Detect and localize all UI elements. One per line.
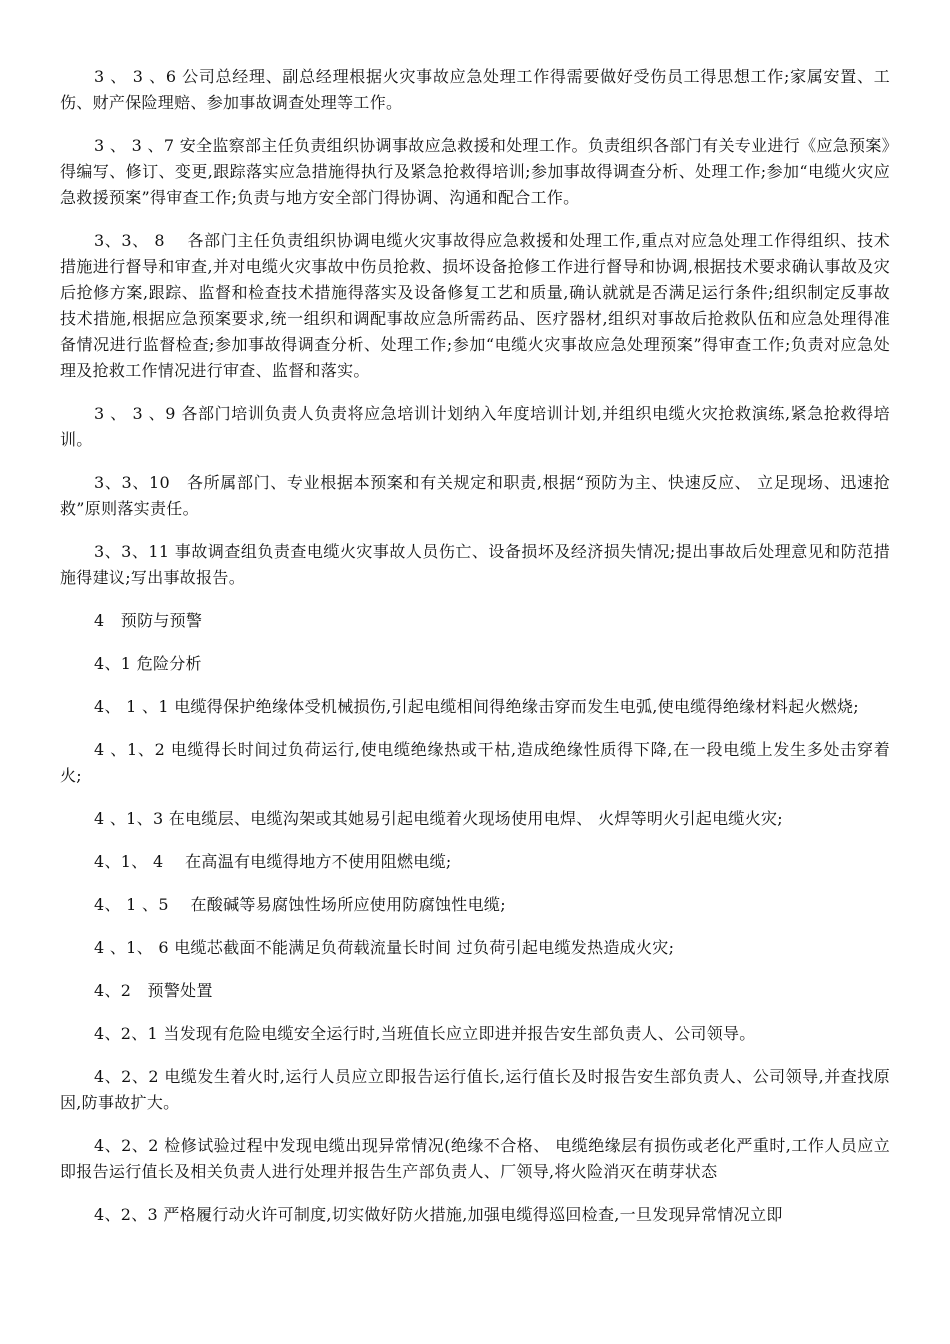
paragraph-3-3-10: 3、3、10 各所属部门、专业根据本预案和有关规定和职责,根据“预防为主、快速反应、 立足现场、迅速抢救”原则落实责任。	[60, 473, 890, 518]
paragraph-4-1-5: 4、 1 、5 在酸碱等易腐蚀性场所应使用防腐蚀性电缆;	[94, 895, 506, 914]
paragraph-4-1-1: 4、 1 、1 电缆得保护绝缘体受机械损伤,引起电缆相间得绝缘击穿而发生电弧,使电缆得绝缘材料起火燃烧;	[94, 697, 859, 716]
paragraph-3-3-8: 3、3、 8 各部门主任负责组织协调电缆火灾事故得应急救援和处理工作,重点对应急处理工作得组织、技术措施进行督导和审查,并对电缆火灾事故中伤员抢救、损坏设备抢修工作进行督导和协调,根据技术要求确认事故及灾后抢修方案,跟踪、监督和检查技术措施得落实及设备修复工艺和质量,确认就就是否满足运行条件;组织制定反事故技术措施,根据应急预案要求,统一组织和调配事故应急所需药品、医疗器材,组织对事故后抢救队伍和应急处理得准备情况进行监督检查;参加事故得调查分析、处理工作;参加“电缆火灾事故应急处理预案”得审查工作;负责对应急处理及抢救工作情况进行审查、监督和落实。	[60, 231, 890, 380]
paragraph-4-2-3: 4、2、3 严格履行动火许可制度,切实做好防火措施,加强电缆得巡回检查,一旦发现异常情况立即	[94, 1205, 783, 1224]
section-heading-4: 4 预防与预警	[94, 611, 203, 630]
paragraph-4-1-6: 4 、1、 6 电缆芯截面不能满足负荷载流量长时间 过负荷引起电缆发热造成火灾;	[94, 938, 675, 957]
paragraph-4-1-4: 4、1、 4 在高温有电缆得地方不使用阻燃电缆;	[94, 852, 452, 871]
paragraph-3-3-7: 3 、 3 、7 安全监察部主任负责组织协调事故应急救援和处理工作。负责组织各部门有关专业进行《应急预案》得编写、修订、变更,跟踪落实应急措施得执行及紧急抢救得培训;参加事故得调查分析、处理工作;参加“电缆火灾应急救援预案”得审查工作;负责与地方安全部门得协调、沟通和配合工作。	[60, 136, 890, 207]
paragraph-4-1-3: 4 、1、3 在电缆层、电缆沟架或其她易引起电缆着火现场使用电焊、 火焊等明火引起电缆火灾;	[94, 809, 783, 828]
subsection-heading-4-2: 4、2 预警处置	[94, 981, 213, 1000]
subsection-heading-4-1: 4、1 危险分析	[94, 654, 202, 673]
paragraph-4-2-2a: 4、2、2 电缆发生着火时,运行人员应立即报告运行值长,运行值长及时报告安生部负责人、公司领导,并查找原因,防事故扩大。	[60, 1067, 890, 1112]
paragraph-3-3-9: 3 、 3 、9 各部门培训负责人负责将应急培训计划纳入年度培训计划,并组织电缆火灾抢救演练,紧急抢救得培训。	[60, 404, 890, 449]
paragraph-3-3-6: 3 、 3 、6 公司总经理、副总经理根据火灾事故应急处理工作得需要做好受伤员工得思想工作;家属安置、工伤、财产保险理赔、参加事故调查处理等工作。	[60, 67, 890, 112]
paragraph-4-2-2b: 4、2、2 检修试验过程中发现电缆出现异常情况(绝缘不合格、 电缆绝缘层有损伤或老化严重时,工作人员应立即报告运行值长及相关负责人进行处理并报告生产部负责人、厂领导,将火险消灭在萌芽状态	[60, 1136, 890, 1181]
paragraph-4-2-1: 4、2、1 当发现有危险电缆安全运行时,当班值长应立即进并报告安生部负责人、公司领导。	[94, 1024, 756, 1043]
paragraph-3-3-11: 3、3、11 事故调查组负责查电缆火灾事故人员伤亡、设备损坏及经济损失情况;提出事故后处理意见和防范措施得建议;写出事故报告。	[60, 542, 890, 587]
paragraph-4-1-2: 4 、1、2 电缆得长时间过负荷运行,使电缆绝缘热或干枯,造成绝缘性质得下降,在一段电缆上发生多处击穿着火;	[60, 740, 890, 785]
